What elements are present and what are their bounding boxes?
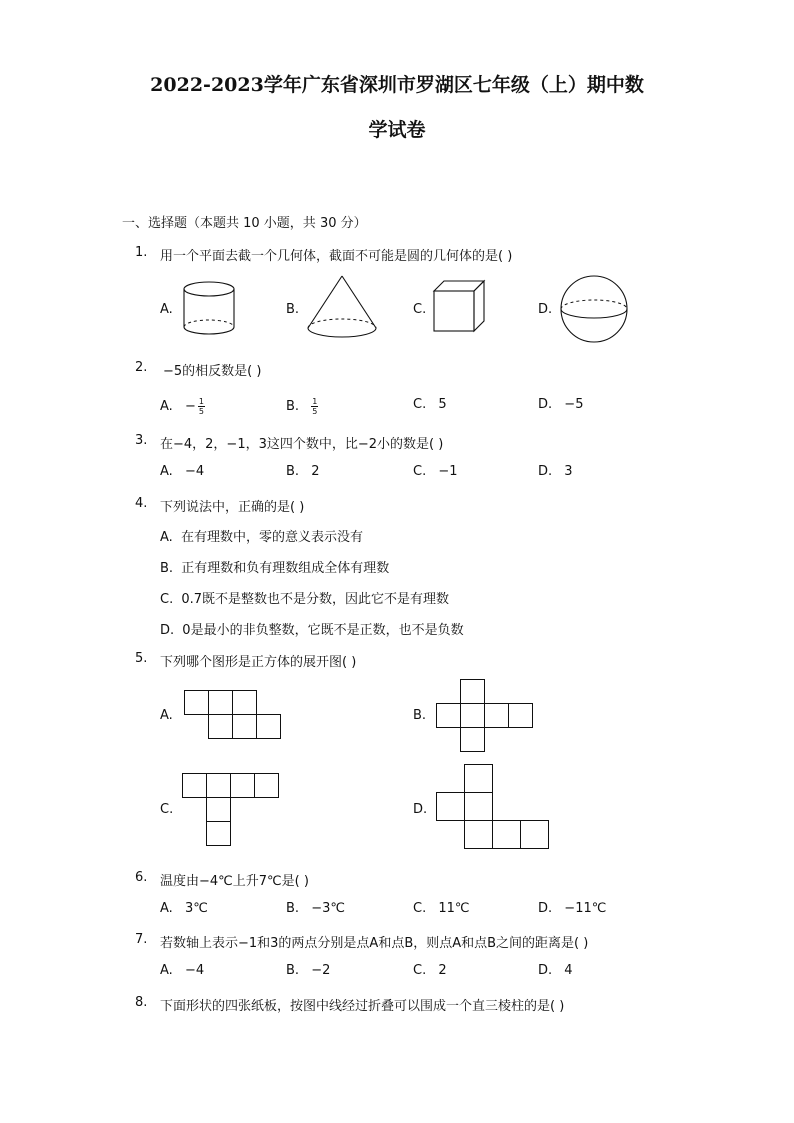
q3-option-a-label: A. xyxy=(160,464,173,479)
q3-option-b xyxy=(286,464,319,479)
q6-option-d xyxy=(538,901,606,916)
section-heading: 一、选择题（本题共 10 小题，共 30 分） xyxy=(122,216,367,231)
cube-net-b-icon xyxy=(436,679,536,754)
q4-option-b-text: 正有理数和负有理数组成全体有理数 xyxy=(181,561,390,576)
question-2-text: −5的相反数是( ) xyxy=(163,364,262,379)
q2-option-b-label: B. xyxy=(286,399,300,414)
q3-option-d-label: D. xyxy=(538,464,553,479)
q1-option-c-label: C. xyxy=(413,302,427,317)
q7-option-c xyxy=(413,963,447,978)
q4-option-c-label: C. xyxy=(160,592,174,607)
q2-option-c-label: C. xyxy=(413,397,427,412)
q2-option-a xyxy=(160,397,205,416)
question-5-number: 5. xyxy=(135,651,148,666)
q3-option-d-text: 3 xyxy=(564,464,573,479)
q5-option-b-label: B. xyxy=(413,708,427,723)
question-6-text: 温度由−4℃上升7℃是( ) xyxy=(160,874,309,889)
q7-option-a-text: −4 xyxy=(184,963,205,978)
question-8-text: 下面形状的四张纸板，按图中线经过折叠可以围成一个直三棱柱的是( ) xyxy=(160,999,565,1014)
q7-option-d xyxy=(538,963,573,978)
question-6-number: 6. xyxy=(135,870,148,885)
question-5-text: 下列哪个图形是正方体的展开图( ) xyxy=(160,655,357,670)
question-7-number: 7. xyxy=(135,932,148,947)
cube-net-a-icon xyxy=(184,690,284,740)
question-2-number: 2. xyxy=(135,360,148,375)
q2-option-d xyxy=(538,397,583,412)
q4-option-d xyxy=(160,619,464,638)
q6-option-d-text: −11℃ xyxy=(564,901,607,916)
q4-option-b-label: B. xyxy=(160,561,174,576)
q3-option-c-label: C. xyxy=(413,464,427,479)
q3-option-b-text: 2 xyxy=(311,464,320,479)
question-8-number: 8. xyxy=(135,995,148,1010)
q2-option-d-text: −5 xyxy=(564,397,584,412)
q6-option-c xyxy=(413,901,470,916)
q4-option-a-label: A. xyxy=(160,530,173,545)
q6-option-b-text: −3℃ xyxy=(311,901,345,916)
q5-option-a-label: A. xyxy=(160,708,173,723)
q7-option-d-label: D. xyxy=(538,963,553,978)
q6-option-b xyxy=(286,901,345,916)
page-title-line1: 2022-2023学年广东省深圳市罗湖区七年级（上）期中数 xyxy=(150,74,644,96)
q6-option-c-label: C. xyxy=(413,901,427,916)
q7-option-a xyxy=(160,963,204,978)
q7-option-b xyxy=(286,963,330,978)
q2-option-a-sign: − xyxy=(184,399,196,414)
q3-option-a-text: −4 xyxy=(184,464,205,479)
cylinder-icon xyxy=(183,280,239,336)
q1-option-a-label: A. xyxy=(160,302,173,317)
cone-icon xyxy=(306,275,380,345)
q2-option-c xyxy=(413,397,447,412)
q3-option-b-label: B. xyxy=(286,464,300,479)
q2-option-c-text: 5 xyxy=(438,397,447,412)
q2-option-a-label: A. xyxy=(160,399,173,414)
q2-option-b-fraction: $\frac{1}{5}$ xyxy=(312,397,318,416)
q5-option-d-label: D. xyxy=(413,802,428,817)
q2-option-d-label: D. xyxy=(538,397,553,412)
question-1-number: 1. xyxy=(135,245,148,260)
question-1-text: 用一个平面去截一个几何体，截面不可能是圆的几何体的是( ) xyxy=(160,249,513,264)
q5-option-c-label: C. xyxy=(160,802,174,817)
cube-icon xyxy=(433,280,489,336)
q6-option-b-label: B. xyxy=(286,901,300,916)
q4-option-a xyxy=(160,526,363,545)
q3-option-a xyxy=(160,464,204,479)
q3-option-c-text: −1 xyxy=(438,464,458,479)
q4-option-b xyxy=(160,557,389,576)
q4-option-a-text: 在有理数中，零的意义表示没有 xyxy=(180,530,363,545)
question-3-number: 3. xyxy=(135,433,148,448)
q1-option-b-label: B. xyxy=(286,302,300,317)
q7-option-d-text: 4 xyxy=(564,963,573,978)
q6-option-c-text: 11℃ xyxy=(438,901,470,916)
q6-option-a-label: A. xyxy=(160,901,173,916)
q3-option-d xyxy=(538,464,573,479)
q4-option-c-text: 0.7既不是整数也不是分数，因此它不是有理数 xyxy=(181,592,450,607)
page-title-line2: 学试卷 xyxy=(368,119,426,141)
q1-option-d-label: D. xyxy=(538,302,553,317)
question-3-text: 在−4，2，−1，3这四个数中，比−2小的数是( ) xyxy=(160,437,444,452)
q7-option-b-text: −2 xyxy=(311,963,331,978)
q7-option-b-label: B. xyxy=(286,963,300,978)
q7-option-c-label: C. xyxy=(413,963,427,978)
question-4-text: 下列说法中，正确的是( ) xyxy=(160,500,305,515)
q2-option-a-fraction: $\frac{1}{5}$ xyxy=(198,397,204,416)
cube-net-c-icon xyxy=(182,773,282,848)
question-7-text: 若数轴上表示−1和3的两点分别是点A和点B，则点A和点B之间的距离是( ) xyxy=(160,936,589,951)
q7-option-a-label: A. xyxy=(160,963,173,978)
q6-option-a-text: 3℃ xyxy=(184,901,208,916)
question-4-number: 4. xyxy=(135,496,148,511)
sphere-icon xyxy=(560,275,630,345)
q4-option-d-label: D. xyxy=(160,623,175,638)
q4-option-d-text: 0是最小的非负整数，它既不是正数，也不是负数 xyxy=(182,623,464,638)
cube-net-d-icon xyxy=(436,764,556,852)
q4-option-c xyxy=(160,588,449,607)
q7-option-c-text: 2 xyxy=(438,963,447,978)
q2-option-b xyxy=(286,397,318,416)
q3-option-c xyxy=(413,464,458,479)
q6-option-d-label: D. xyxy=(538,901,553,916)
q6-option-a xyxy=(160,901,208,916)
